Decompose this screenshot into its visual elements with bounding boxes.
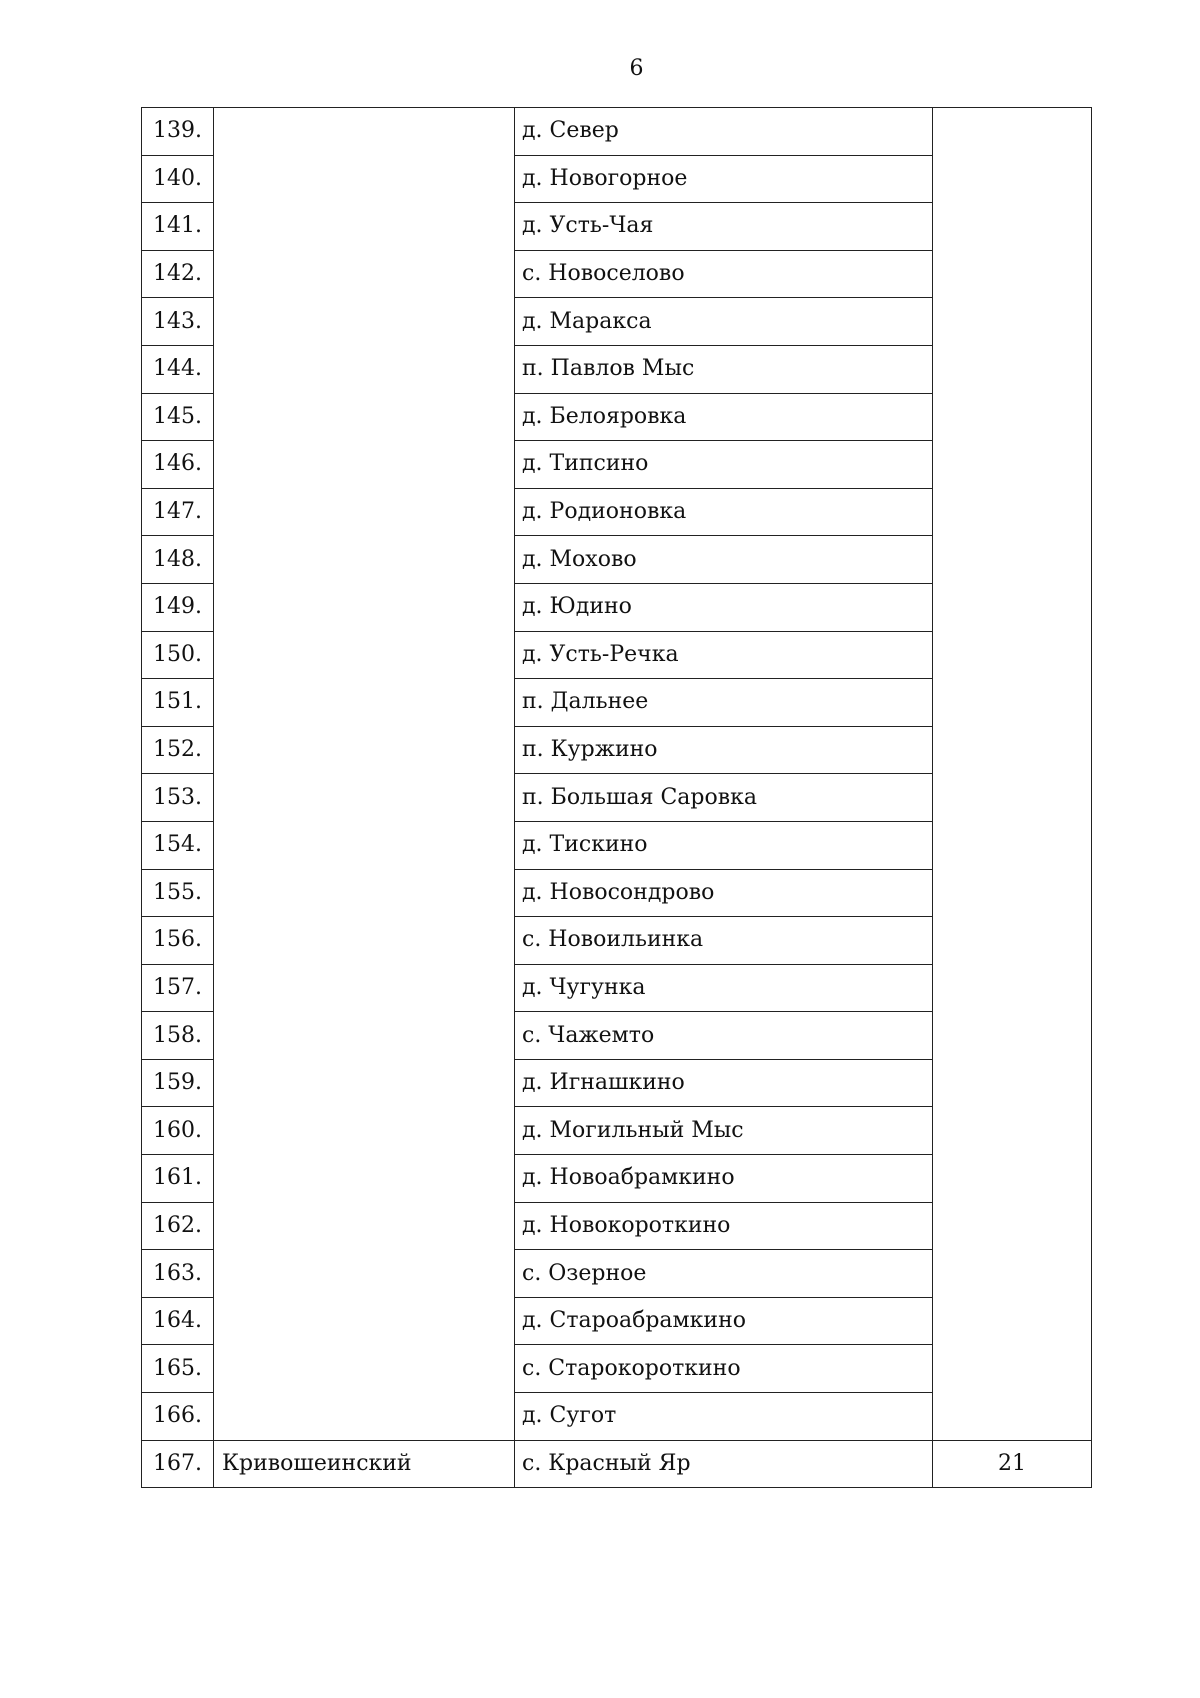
row-number: 157. <box>142 964 214 1012</box>
settlement-cell: д. Сугот <box>515 1393 933 1441</box>
table-row <box>142 108 1092 156</box>
settlement-cell: д. Север <box>515 108 933 156</box>
row-number: 154. <box>142 821 214 869</box>
row-number: 149. <box>142 583 214 631</box>
district-cell: Кривошеинский <box>214 1440 515 1488</box>
row-number: 153. <box>142 774 214 822</box>
settlement-cell: д. Новокороткино <box>515 1202 933 1250</box>
settlement-cell: п. Дальнее <box>515 679 933 727</box>
row-number: 160. <box>142 1107 214 1155</box>
row-number: 145. <box>142 393 214 441</box>
settlement-cell: с. Новоильинка <box>515 917 933 965</box>
settlement-cell: д. Староабрамкино <box>515 1297 933 1345</box>
table-body <box>142 108 1092 1488</box>
row-number: 166. <box>142 1393 214 1441</box>
row-number: 161. <box>142 1155 214 1203</box>
settlement-cell: с. Чажемто <box>515 1012 933 1060</box>
row-number: 159. <box>142 1059 214 1107</box>
row-number: 156. <box>142 917 214 965</box>
row-number: 140. <box>142 155 214 203</box>
row-number: 155. <box>142 869 214 917</box>
row-number: 158. <box>142 1012 214 1060</box>
row-number: 164. <box>142 1297 214 1345</box>
settlement-cell: с. Красный Яр <box>515 1440 933 1488</box>
settlement-cell: д. Белояровка <box>515 393 933 441</box>
row-number: 148. <box>142 536 214 584</box>
settlement-cell: д. Новогорное <box>515 155 933 203</box>
settlement-cell: д. Игнашкино <box>515 1059 933 1107</box>
count-cell: 21 <box>933 1440 1092 1488</box>
row-number: 146. <box>142 441 214 489</box>
row-number: 147. <box>142 488 214 536</box>
settlement-cell: д. Тискино <box>515 821 933 869</box>
district-cell <box>214 108 515 1441</box>
settlement-cell: д. Новосондрово <box>515 869 933 917</box>
count-cell <box>933 108 1092 1441</box>
settlement-cell: п. Куржино <box>515 726 933 774</box>
settlement-cell: д. Усть-Чая <box>515 203 933 251</box>
settlement-cell: д. Родионовка <box>515 488 933 536</box>
row-number: 139. <box>142 108 214 156</box>
settlement-cell: с. Озерное <box>515 1250 933 1298</box>
row-number: 152. <box>142 726 214 774</box>
row-number: 142. <box>142 250 214 298</box>
settlement-cell: д. Мохово <box>515 536 933 584</box>
settlement-cell: д. Могильный Мыс <box>515 1107 933 1155</box>
settlement-cell: д. Усть-Речка <box>515 631 933 679</box>
row-number: 150. <box>142 631 214 679</box>
settlement-cell: д. Юдино <box>515 583 933 631</box>
row-number: 141. <box>142 203 214 251</box>
page-number: 6 <box>629 56 644 81</box>
row-number: 162. <box>142 1202 214 1250</box>
row-number: 165. <box>142 1345 214 1393</box>
settlement-cell: д. Типсино <box>515 441 933 489</box>
settlement-cell: д. Маракса <box>515 298 933 346</box>
row-number: 167. <box>142 1440 214 1488</box>
settlement-cell: д. Чугунка <box>515 964 933 1012</box>
row-number: 151. <box>142 679 214 727</box>
settlement-cell: с. Старокороткино <box>515 1345 933 1393</box>
row-number: 163. <box>142 1250 214 1298</box>
settlement-cell: п. Павлов Мыс <box>515 345 933 393</box>
settlement-cell: д. Новоабрамкино <box>515 1155 933 1203</box>
settlement-cell: п. Большая Саровка <box>515 774 933 822</box>
row-number: 143. <box>142 298 214 346</box>
row-number: 144. <box>142 345 214 393</box>
settlements-table <box>141 107 1092 1488</box>
settlement-cell: с. Новоселово <box>515 250 933 298</box>
table-row <box>142 1440 1092 1488</box>
